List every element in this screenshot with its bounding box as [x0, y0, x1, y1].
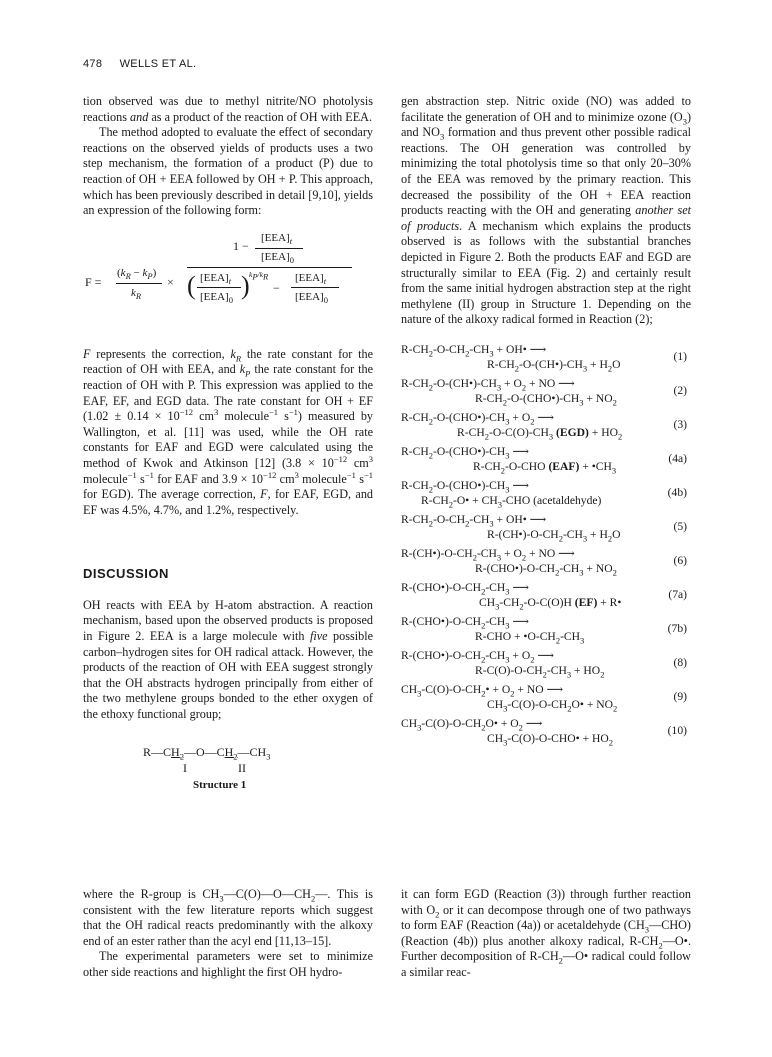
structure-caption: Structure 1	[193, 778, 247, 791]
running-header	[83, 58, 196, 70]
formula-f-label: F =	[85, 274, 102, 289]
formula-coefficient-numerator: $(k_R - k_P)$	[117, 266, 157, 281]
reaction-6: $R-(CH•)-O-CH_2-CH_3 + O_2$ + NO ⟶ $R-(CHO•)-O-CH_2-CH_3 + NO_2$ (6)	[401, 546, 687, 578]
reaction-10: $CH_3-C(O)-O-CH_2O• + O_2$ ⟶ $CH_3-C(O)-O-CHO• + HO_2$ (10)	[401, 716, 687, 748]
formula-bottom-eea-t: $[EEA]_t$	[200, 271, 232, 286]
structure-1	[83, 729, 373, 799]
formula-one-minus: 1 −	[233, 238, 249, 253]
formula-exponent: $k_P/k_R$	[249, 269, 269, 282]
left-paragraph-3: F represents the correction, $k_R$ the rate constant for the reaction of OH with EEA, and $k_P$ the rate constant for the reaction of OH with P. This expression was applied to the EAF, EF, and EGD data. The rate constant for OH + EF ($1.02 \pm 0.14 \times 10^{-12}$ $cm^3$ molecule$^{-1}$ $s^{-1}$) measured by Wallington, et al. [11] was used, while the OH rate constants for EAF and EGD were calculated using the method of Kwok and Atkinson [12] ($3.8 \times 10^{-12}$ $cm^3$ molecule$^{-1}$ $s^{-1}$ for EAF and $3.9 \times 10^{-12}$ $cm^3$ molecule$^{-1}$ $s^{-1}$ for EGD). The average correction, F, for EAF, EGD, and EF was 4.5%, 4.7%, and 1.2%, respectively.	[83, 346, 374, 517]
reaction-7a: $R-(CHO•)-O-CH_2-CH_3$ ⟶ $CH_3-CH_2-O-C(O)H$ (EF) + R• (7a)	[401, 580, 687, 612]
page-number: 478	[83, 58, 103, 70]
left-paragraph-1: tion observed was due to methyl nitrite/NO photolysis reactions and as a product of the reaction of OH with EEA.	[83, 94, 373, 124]
formula-bottom-eea-0: $[EEA]_0$	[200, 290, 233, 305]
left-paragraph-4: OH reacts with EEA by H-atom abstraction. A reaction mechanism, based upon the observed products is proposed in Figure 2. EEA is a large molecule with five possible carbon–hydrogen sites for OH radical attack. However, the products of the reaction of OH with EEA suggest strongly that the OH abstracts hydrogen principally from either of the two methylene groups bonded to the ether oxygen of the ethoxy functional group;	[83, 597, 374, 722]
structure-label-i: I	[183, 760, 187, 775]
reaction-3: $R-CH_2-O-(CHO•)-CH_3 + O_2$ ⟶ $R-CH_2-O-C(O)-CH_3$ $(EGD) + HO_2$ (3)	[401, 410, 687, 442]
formula-right-eea-0: $[EEA]_0$	[295, 290, 328, 305]
correction-formula	[83, 231, 373, 333]
left-paragraph-6: The experimental parameters were set to minimize other side reactions and highlight the first OH hydro-	[83, 949, 373, 979]
left-paragraph-5: where the R-group is $CH_3—C(O)—O—CH_2—$. This is consistent with the few literature reports which suggest that the OH radical reacts predominantly with the alkoxy end of an ester rather than the acyl end [11,13–15].	[83, 887, 373, 948]
right-paragraph-2: it can form EGD (Reaction (3)) through further reaction with $O_2$ or it can decompose through one of two pathways to form EAF (Reaction (4a)) or acetaldehyde $(CH_3—CHO)$ (Reaction (4b)) plus another alkoxy radical, $R-CH_2—O•$. Further decomposition of $R-CH_2—O•$ radical could follow a similar reac-	[401, 887, 692, 979]
formula-right-eea-t: $[EEA]_t$	[295, 271, 327, 286]
reaction-2: $R-CH_2-O-(CH•)-CH_3 + O_2$ + NO ⟶ $R-CH_2-O-(CHO•)-CH_3 + NO_2$ (2)	[401, 376, 687, 408]
structure-label-ii: II	[238, 760, 246, 775]
reaction-1: $R-CH_2-O-CH_2-CH_3$ + OH• ⟶ $R-CH_2-O-(CH•)-CH_3 + H_2O$ (1)	[401, 342, 687, 374]
section-title-discussion: DISCUSSION	[83, 566, 169, 582]
reaction-4b: $R-CH_2-O-(CHO•)-CH_3$ ⟶ $R-CH_2-O• + CH_3-CHO$ (acetaldehyde) (4b)	[401, 478, 687, 510]
left-column	[83, 94, 373, 803]
right-paragraph-1: gen abstraction step. Nitric oxide (NO) was added to facilitate the generation of OH and to minimize ozone $(O_3)$ and $NO_3$ formation and thus prevent other possible radical reactions. The OH generation was controlled by minimizing the total photolysis time so that only 20–30% of the EEA was removed by the primary reaction. This decreased the possibility of the OH + EEA reaction products reacting with the OH and generating another set of products. A mechanism which explains the products observed is as follows with the substantial branches depicted in Figure 2. Both the products EAF and EGD are structurally similar to EEA (Fig. 2) and certainly result from the same initial hydrogen abstraction step at the right methylene (II) group in Structure 1. Depending on the nature of the alkoxy radical formed in Reaction (2);	[401, 94, 691, 327]
reaction-8: $R-(CHO•)-O-CH_2-CH_3 + O_2$ ⟶ $R-C(O)-O-CH_2-CH_3 + HO_2$ (8)	[401, 648, 687, 680]
formula-times: ×	[167, 274, 174, 289]
reaction-7b: $R-(CHO•)-O-CH_2-CH_3$ ⟶ $R-CHO + •O-CH_2-CH_3$ (7b)	[401, 614, 687, 646]
right-column-bottom	[401, 887, 691, 981]
structure-formula: $R—CH_2—O—CH_2—CH_3$	[143, 744, 271, 762]
formula-minus: −	[273, 280, 280, 295]
left-column-bottom	[83, 887, 373, 981]
left-paragraph-2: The method adopted to evaluate the effect of secondary reactions on the observed yields of products uses a two step mechanism, the formation of a product (P) due to reaction of OH + EEA followed by OH + P. This approach, which has been previously described in detail [9,10], yields an expression of the following form:	[83, 125, 373, 218]
formula-coefficient-denominator: $k_R$	[131, 286, 142, 301]
reaction-5: $R-CH_2-O-CH_2-CH_3$ + OH• ⟶ $R-(CH•)-O-CH_2-CH_3 + H_2O$ (5)	[401, 512, 687, 544]
formula-open-paren: (	[187, 270, 196, 300]
reaction-4a: $R-CH_2-O-(CHO•)-CH_3$ ⟶ $R-CH_2-O$-CHO $(EAF) + •CH_3$ (4a)	[401, 444, 687, 476]
formula-top-eea-t: $[EEA]_t$	[261, 231, 293, 246]
reaction-9: $CH_3-C(O)-O-CH_2• + O_2$ + NO ⟶ $CH_3-C(O)-O-CH_2O• + NO_2$ (9)	[401, 682, 687, 714]
formula-close-paren: )	[241, 270, 250, 300]
formula-top-eea-0: $[EEA]_0$	[261, 250, 294, 265]
right-column	[401, 94, 691, 750]
running-title: WELLS ET AL.	[119, 58, 197, 70]
